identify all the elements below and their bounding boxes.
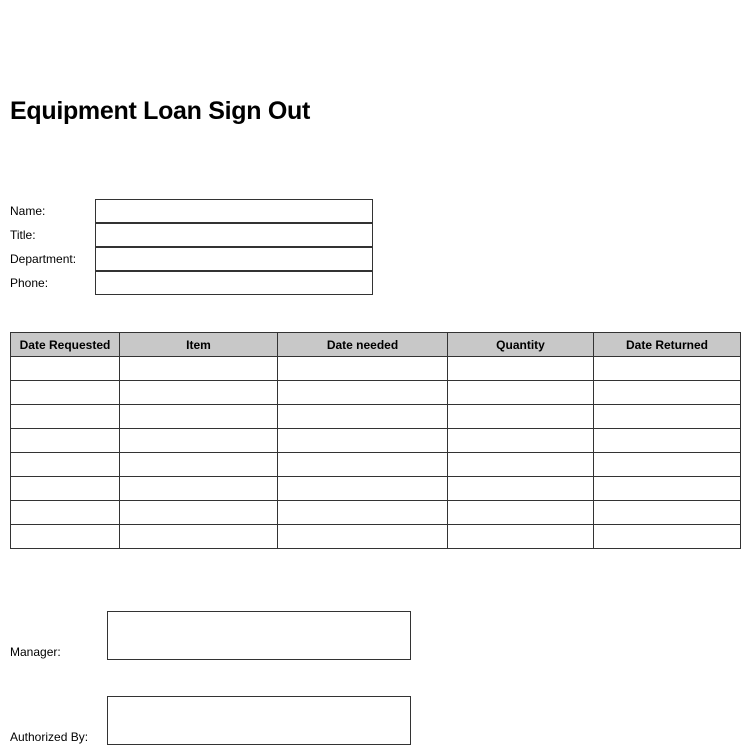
cell-date-requested[interactable]	[11, 357, 120, 381]
phone-label: Phone:	[10, 276, 49, 290]
column-header-item: Item	[120, 333, 278, 357]
cell-date-returned[interactable]	[594, 429, 741, 453]
phone-field[interactable]	[95, 271, 373, 295]
cell-quantity[interactable]	[448, 453, 594, 477]
column-header-date-returned: Date Returned	[594, 333, 741, 357]
cell-item[interactable]	[120, 381, 278, 405]
cell-date-requested[interactable]	[11, 501, 120, 525]
department-row	[0, 247, 400, 271]
column-header-date-requested: Date Requested	[11, 333, 120, 357]
cell-date-needed[interactable]	[278, 525, 448, 549]
title-row	[0, 223, 400, 247]
cell-date-needed[interactable]	[278, 453, 448, 477]
cell-quantity[interactable]	[448, 405, 594, 429]
cell-quantity[interactable]	[448, 477, 594, 501]
page-title: Equipment Loan Sign Out	[10, 97, 311, 125]
equipment-loan-table	[10, 332, 741, 549]
authorized-by-field[interactable]	[107, 696, 411, 745]
name-field[interactable]	[95, 199, 373, 223]
phone-row	[0, 271, 400, 295]
manager-field[interactable]	[107, 611, 411, 660]
cell-item[interactable]	[120, 429, 278, 453]
cell-quantity[interactable]	[448, 357, 594, 381]
cell-item[interactable]	[120, 357, 278, 381]
cell-date-needed[interactable]	[278, 381, 448, 405]
column-header-quantity: Quantity	[448, 333, 594, 357]
cell-date-returned[interactable]	[594, 453, 741, 477]
cell-item[interactable]	[120, 525, 278, 549]
table-row	[11, 381, 741, 405]
cell-date-requested[interactable]	[11, 453, 120, 477]
name-label: Name:	[10, 204, 46, 218]
cell-date-needed[interactable]	[278, 405, 448, 429]
cell-item[interactable]	[120, 501, 278, 525]
cell-date-needed[interactable]	[278, 477, 448, 501]
department-field[interactable]	[95, 247, 373, 271]
table-row	[11, 453, 741, 477]
cell-date-requested[interactable]	[11, 525, 120, 549]
table-row	[11, 405, 741, 429]
authorized-by-label: Authorized By:	[10, 730, 89, 744]
table-row	[11, 357, 741, 381]
cell-date-needed[interactable]	[278, 429, 448, 453]
table-header-row	[11, 333, 741, 357]
cell-item[interactable]	[120, 453, 278, 477]
cell-date-needed[interactable]	[278, 357, 448, 381]
manager-label: Manager:	[10, 645, 61, 659]
cell-quantity[interactable]	[448, 381, 594, 405]
table-row	[11, 525, 741, 549]
table-row	[11, 477, 741, 501]
cell-item[interactable]	[120, 405, 278, 429]
name-row	[0, 199, 400, 223]
cell-date-returned[interactable]	[594, 477, 741, 501]
cell-date-returned[interactable]	[594, 405, 741, 429]
cell-date-returned[interactable]	[594, 357, 741, 381]
title-label: Title:	[10, 228, 36, 242]
cell-date-returned[interactable]	[594, 525, 741, 549]
cell-date-returned[interactable]	[594, 501, 741, 525]
table-row	[11, 501, 741, 525]
cell-quantity[interactable]	[448, 525, 594, 549]
cell-date-requested[interactable]	[11, 381, 120, 405]
cell-date-needed[interactable]	[278, 501, 448, 525]
cell-date-requested[interactable]	[11, 429, 120, 453]
cell-quantity[interactable]	[448, 501, 594, 525]
table-row	[11, 429, 741, 453]
cell-date-returned[interactable]	[594, 381, 741, 405]
column-header-date-needed: Date needed	[278, 333, 448, 357]
department-label: Department:	[10, 252, 77, 266]
cell-quantity[interactable]	[448, 429, 594, 453]
cell-item[interactable]	[120, 477, 278, 501]
title-field[interactable]	[95, 223, 373, 247]
cell-date-requested[interactable]	[11, 477, 120, 501]
cell-date-requested[interactable]	[11, 405, 120, 429]
